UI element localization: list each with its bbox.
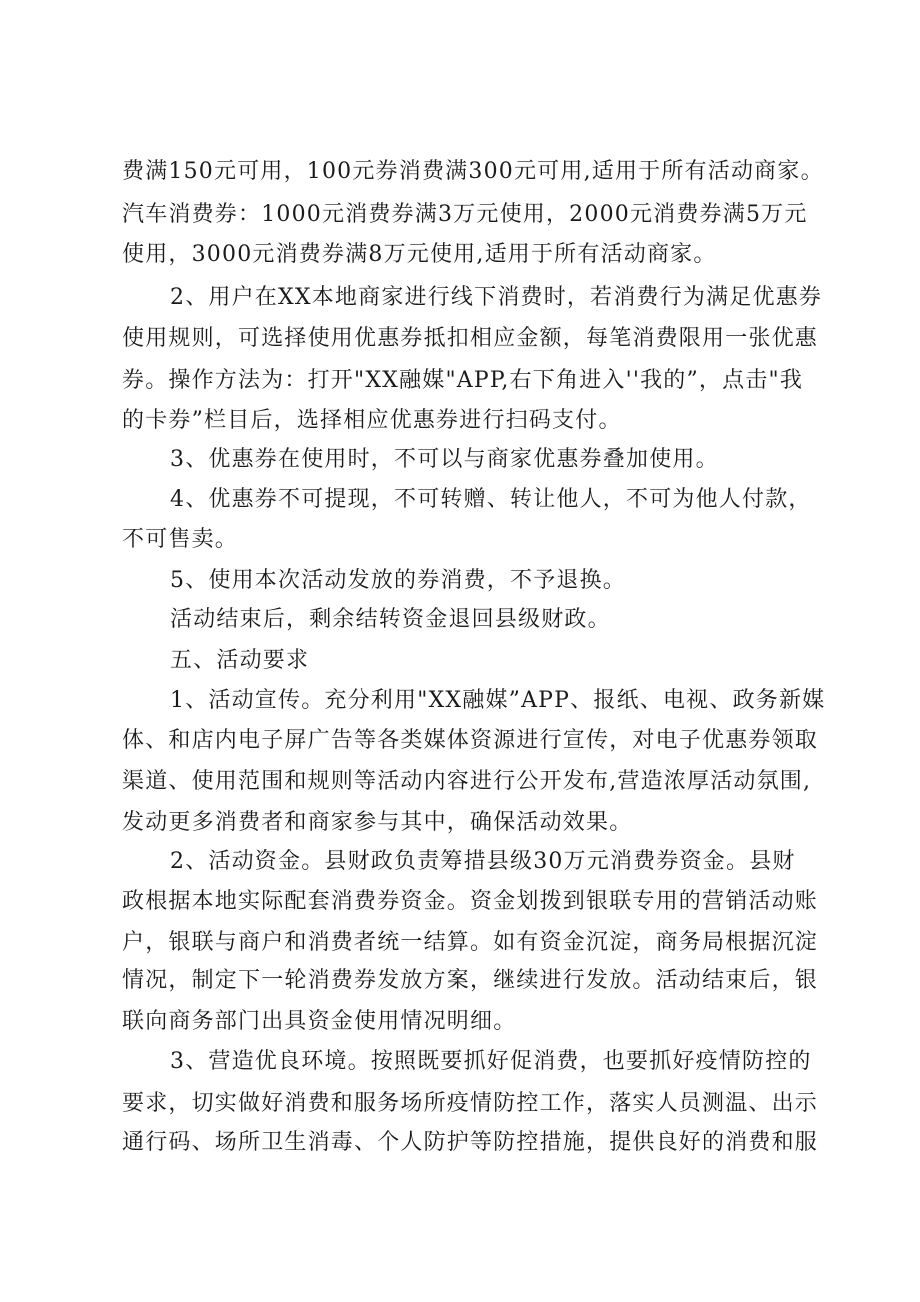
paragraph-start: 2、活动资金。县财政负责筹措县级30万元消费券资金。县财	[170, 849, 796, 874]
paragraph-start: 1、活动宣传。充分利用"XX融媒”APP、报纸、电视、政务新媒	[170, 688, 826, 713]
paragraph-start: 5、使用本次活动发放的券消费，不予退换。	[170, 568, 626, 593]
text-line: 通行码、场所卫生消毒、个人防护等防控措施，提供良好的消费和服	[122, 1130, 819, 1155]
text-line: 券。操作方法为：打开"XX融媒"APP,右下角进入''我的”，点击"我	[122, 368, 804, 393]
paragraph-start: 4、优惠券不可提现，不可转赠、转让他人，不可为他人付款，	[170, 487, 812, 512]
text-line: 使用规则，可选择使用优惠券抵扣相应金额，每笔消费限用一张优惠	[122, 326, 819, 351]
text-line: 费满150元可用，100元券消费满300元可用,适用于所有活动商家。	[122, 159, 824, 184]
section-heading: 五、活动要求	[170, 648, 310, 673]
text-line: 的卡券”栏目后，选择相应优惠券进行扫码支付。	[122, 408, 622, 433]
text-line: 渠道、使用范围和规则等活动内容进行公开发布,营造浓厚活动氛围,	[122, 769, 812, 794]
text-line: 政根据本地实际配套消费券资金。资金划拨到银联专用的营销活动账	[122, 889, 819, 914]
text-line: 使用，3000元消费券满8万元使用,适用于所有活动商家。	[122, 242, 717, 267]
paragraph-start: 3、营造优良环境。按照既要抓好促消费，也要抓好疫情防控的	[170, 1049, 812, 1074]
text-line: 发动更多消费者和商家参与其中，确保活动效果。	[122, 810, 633, 835]
text-line: 不可售卖。	[122, 527, 239, 552]
text-line: 要求，切实做好消费和服务场所疫情防控工作，落实人员测温、出示	[122, 1091, 819, 1116]
text-line: 情况，制定下一轮消费券发放方案，继续进行发放。活动结束后，银	[122, 968, 819, 993]
text-line: 汽车消费券：1000元消费券满3万元使用，2000元消费券满5万元	[122, 202, 808, 227]
paragraph-start: 2、用户在XX本地商家进行线下消费时，若消费行为满足优惠券	[170, 285, 823, 310]
text-line: 联向商务部门出具资金使用情况明细。	[122, 1009, 517, 1034]
text-line: 体、和店内电子屏广告等各类媒体资源进行宣传，对电子优惠券领取	[122, 728, 819, 753]
text-line: 户，银联与商户和消费者统一结算。如有资金沉淀，商务局根据沉淀	[122, 930, 819, 955]
paragraph-start: 3、优惠券在使用时，不可以与商家优惠券叠加使用。	[170, 447, 719, 472]
paragraph-start: 活动结束后，剩余结转资金退回县级财政。	[170, 607, 611, 632]
